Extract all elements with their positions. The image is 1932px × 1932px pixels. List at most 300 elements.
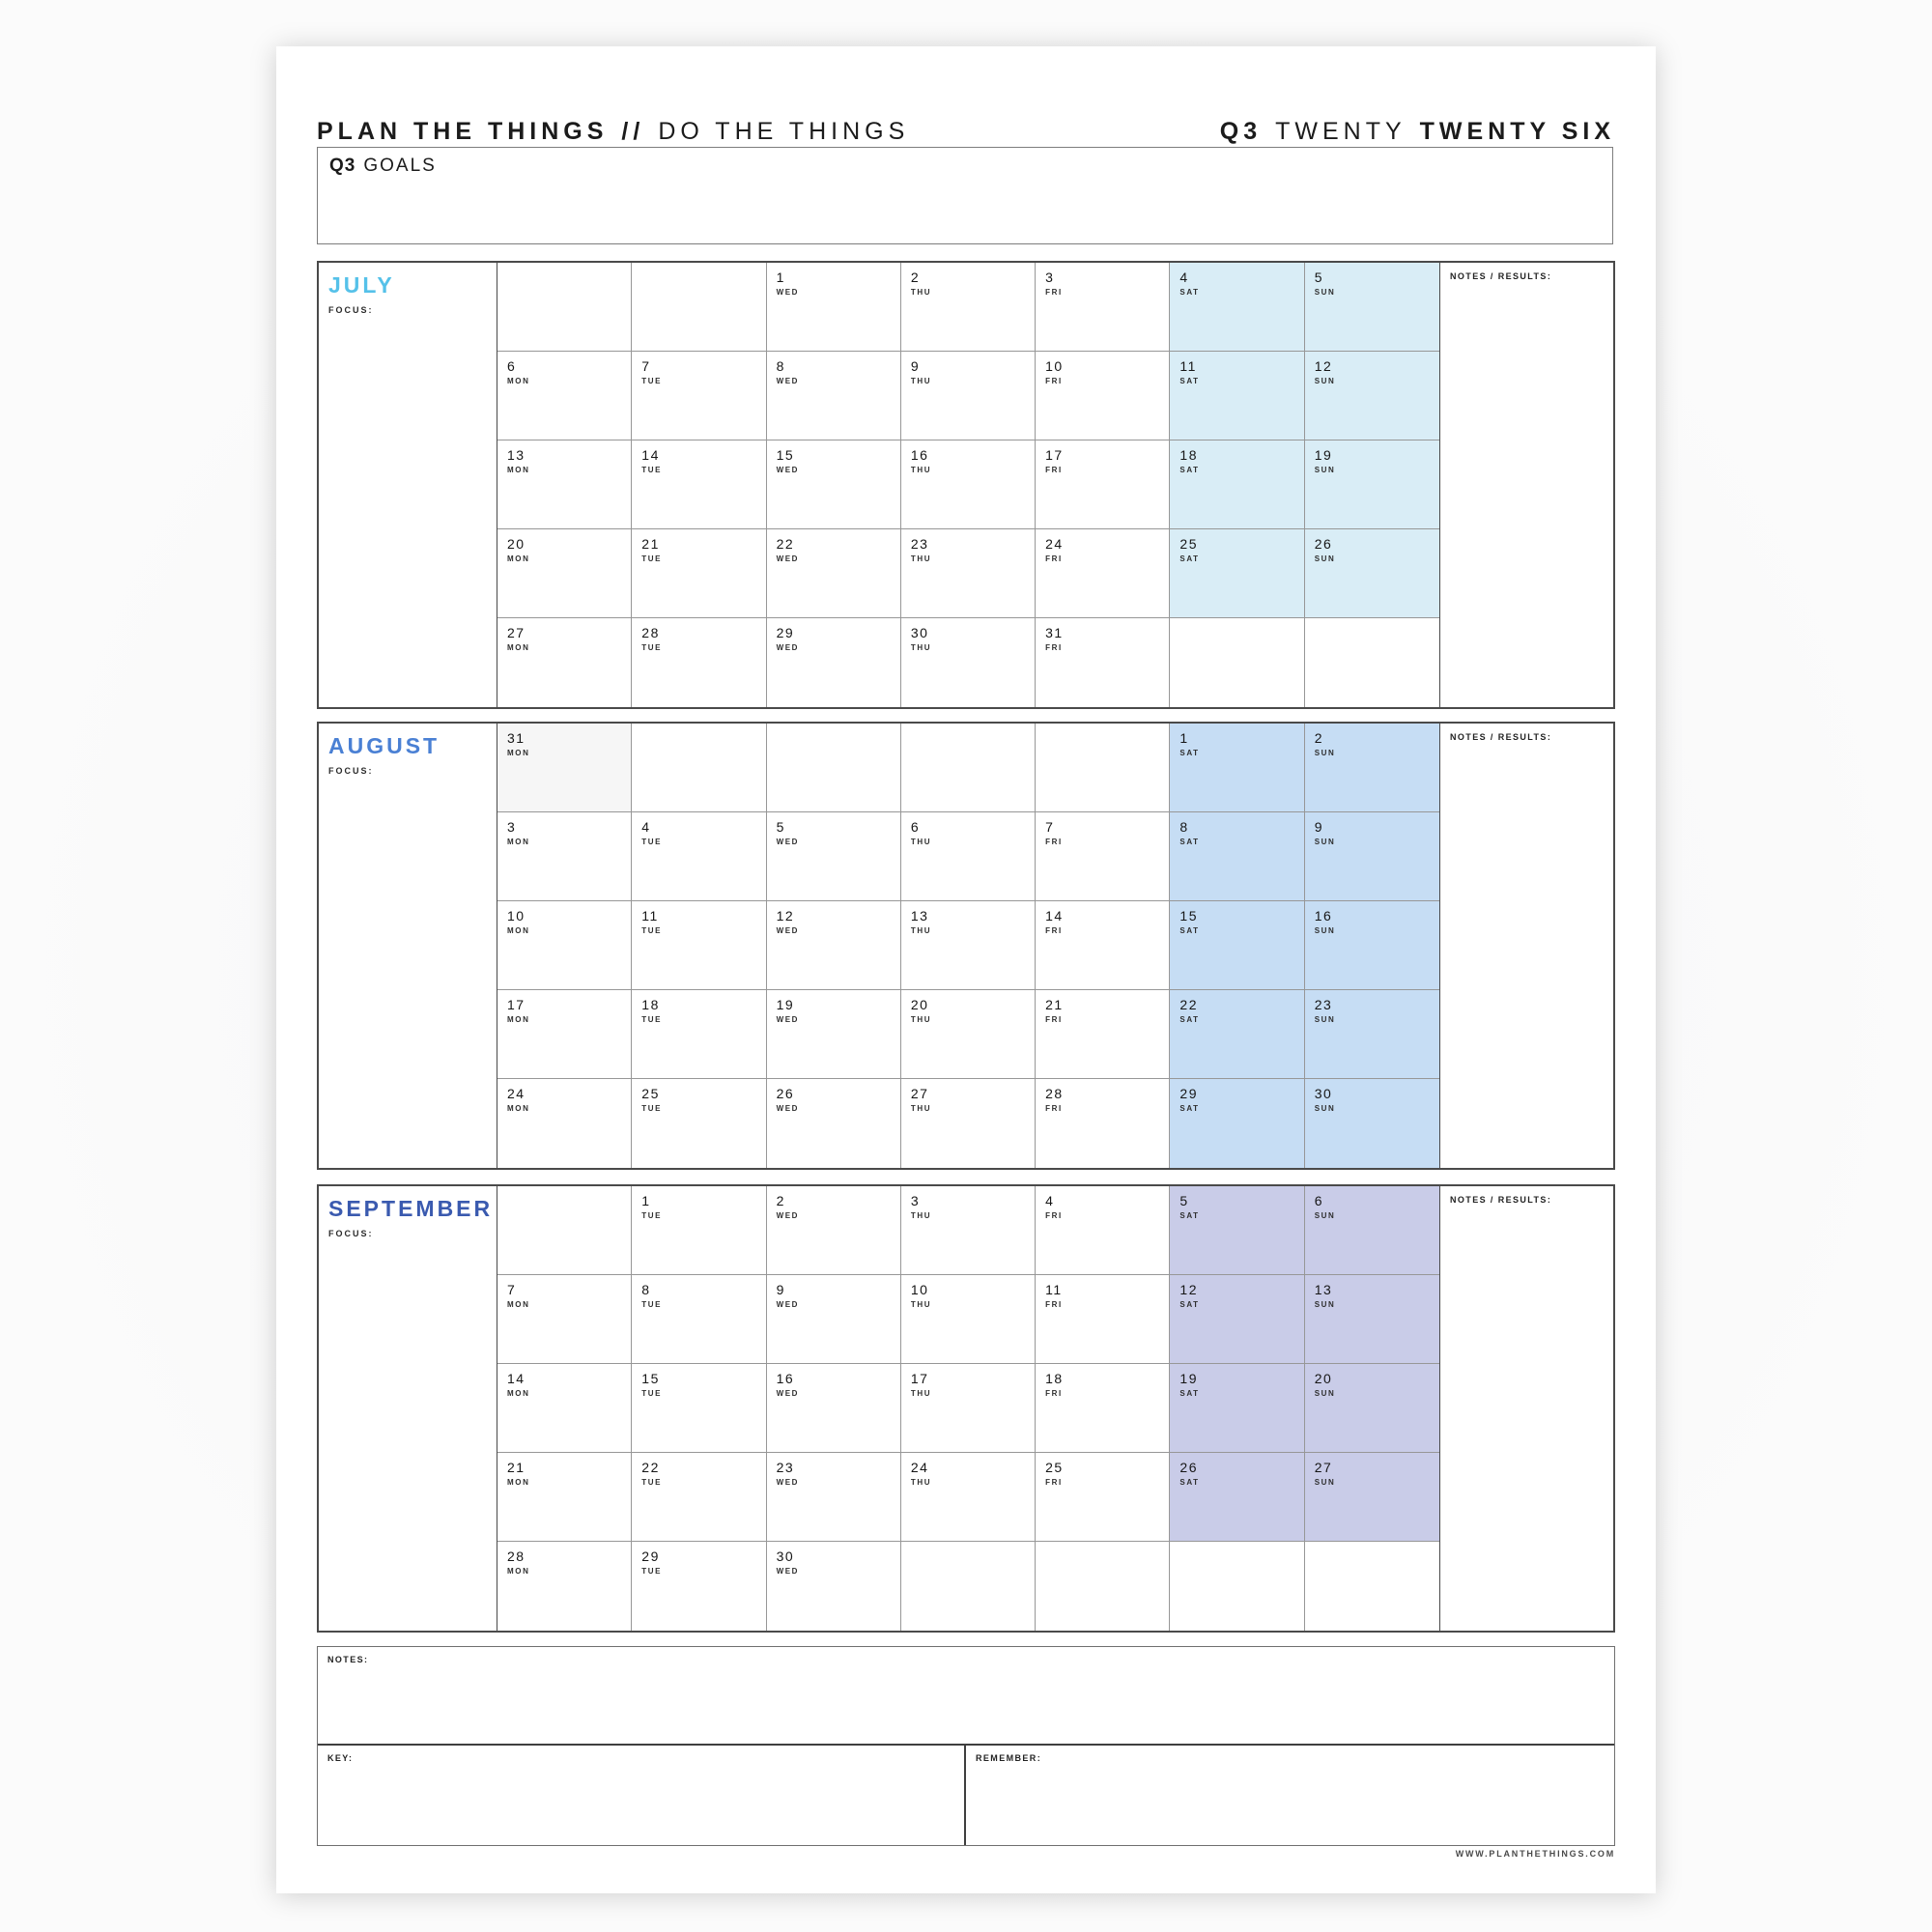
day-abbr: WED xyxy=(776,1478,800,1487)
day-cell xyxy=(497,352,632,440)
day-cell xyxy=(1170,812,1304,901)
month-focus-column xyxy=(319,263,497,707)
day-cell xyxy=(1036,1453,1170,1542)
day-number: 25 xyxy=(1179,536,1198,552)
day-cell xyxy=(767,1453,901,1542)
day-number: 17 xyxy=(1045,447,1064,463)
day-cell xyxy=(767,529,901,618)
notes-results-label: NOTES / RESULTS: xyxy=(1450,271,1552,281)
day-number: 24 xyxy=(910,1460,929,1475)
q3-goals-label-light: GOALS xyxy=(363,156,437,176)
day-abbr: THU xyxy=(910,288,932,297)
day-cell xyxy=(632,529,766,618)
day-number: 13 xyxy=(910,908,929,923)
day-number: 8 xyxy=(776,358,785,374)
day-abbr: SUN xyxy=(1314,377,1336,385)
day-abbr: THU xyxy=(910,926,932,935)
day-cell xyxy=(1036,1186,1170,1275)
day-cell xyxy=(632,1364,766,1453)
quarter-label: Q3 xyxy=(1219,118,1263,145)
day-abbr: FRI xyxy=(1045,554,1063,563)
day-cell xyxy=(901,263,1036,352)
day-cell xyxy=(632,618,766,707)
key-remember-row xyxy=(318,1746,1614,1845)
day-number: 7 xyxy=(641,358,651,374)
day-number: 30 xyxy=(1314,1086,1333,1101)
day-cell xyxy=(1305,352,1439,440)
day-abbr: SAT xyxy=(1179,288,1200,297)
day-abbr: SUN xyxy=(1314,1104,1336,1113)
month-title: JULY xyxy=(328,272,395,298)
day-cell xyxy=(1170,263,1304,352)
day-abbr: THU xyxy=(910,377,932,385)
day-number: 2 xyxy=(1314,730,1323,746)
day-abbr: MON xyxy=(507,377,530,385)
day-number: 22 xyxy=(776,536,795,552)
day-cell xyxy=(1036,724,1170,812)
day-abbr: MON xyxy=(507,926,530,935)
day-number: 28 xyxy=(641,625,660,640)
day-cell xyxy=(1036,1542,1170,1631)
day-abbr: THU xyxy=(910,554,932,563)
month-title: SEPTEMBER xyxy=(328,1196,494,1221)
day-abbr: TUE xyxy=(641,377,663,385)
day-number: 17 xyxy=(507,997,526,1012)
day-abbr: WED xyxy=(776,643,800,652)
day-number: 11 xyxy=(641,908,659,923)
day-abbr: MON xyxy=(507,554,530,563)
day-cell xyxy=(1305,440,1439,529)
day-cell xyxy=(1305,1542,1439,1631)
day-number: 5 xyxy=(1314,270,1323,285)
day-cell xyxy=(901,1364,1036,1453)
day-number: 21 xyxy=(641,536,660,552)
day-number: 16 xyxy=(776,1371,795,1386)
day-cell xyxy=(1170,1453,1304,1542)
day-cell xyxy=(767,1186,901,1275)
day-cell xyxy=(1036,1079,1170,1168)
day-cell xyxy=(497,1186,632,1275)
day-number: 25 xyxy=(641,1086,660,1101)
day-number: 26 xyxy=(1314,536,1333,552)
day-abbr: SUN xyxy=(1314,554,1336,563)
day-cell xyxy=(497,1542,632,1631)
day-number: 23 xyxy=(1314,997,1333,1012)
day-abbr: TUE xyxy=(641,1300,663,1309)
day-number: 29 xyxy=(641,1548,660,1564)
day-cell xyxy=(1170,1275,1304,1364)
brand-title xyxy=(317,118,923,146)
day-abbr: MON xyxy=(507,749,530,757)
q3-goals-box xyxy=(317,147,1613,244)
day-number: 11 xyxy=(1045,1282,1063,1297)
day-abbr: FRI xyxy=(1045,1300,1063,1309)
day-abbr: THU xyxy=(910,1389,932,1398)
day-number: 26 xyxy=(1179,1460,1198,1475)
day-abbr: TUE xyxy=(641,926,663,935)
day-abbr: SUN xyxy=(1314,1300,1336,1309)
day-cell xyxy=(1036,440,1170,529)
day-number: 18 xyxy=(641,997,660,1012)
day-abbr: SUN xyxy=(1314,466,1336,474)
day-abbr: TUE xyxy=(641,1015,663,1024)
day-number: 22 xyxy=(1179,997,1198,1012)
day-number: 4 xyxy=(641,819,651,835)
day-number: 8 xyxy=(1179,819,1189,835)
website-url: WWW.PLANTHETHINGS.COM xyxy=(1455,1849,1615,1859)
day-cell xyxy=(1305,1364,1439,1453)
day-cell xyxy=(1305,724,1439,812)
day-cell xyxy=(497,1453,632,1542)
day-number: 24 xyxy=(507,1086,526,1101)
day-cell xyxy=(1170,901,1304,990)
month-title: AUGUST xyxy=(328,733,440,758)
day-abbr: TUE xyxy=(641,1567,663,1576)
day-number: 20 xyxy=(910,997,929,1012)
day-cell xyxy=(1305,901,1439,990)
day-cell xyxy=(1305,812,1439,901)
day-cell xyxy=(901,1186,1036,1275)
day-number: 9 xyxy=(910,358,921,374)
day-cell xyxy=(497,440,632,529)
month-section-august xyxy=(317,722,1615,1170)
day-abbr: FRI xyxy=(1045,377,1063,385)
day-cell xyxy=(1170,990,1304,1079)
day-cell xyxy=(1305,990,1439,1079)
day-cell xyxy=(1305,1275,1439,1364)
day-abbr: FRI xyxy=(1045,288,1063,297)
day-abbr: THU xyxy=(910,1015,932,1024)
day-abbr: THU xyxy=(910,1211,932,1220)
day-abbr: WED xyxy=(776,1300,800,1309)
day-number: 10 xyxy=(910,1282,929,1297)
day-cell xyxy=(497,812,632,901)
day-abbr: SAT xyxy=(1179,1104,1200,1113)
day-number: 12 xyxy=(776,908,795,923)
day-abbr: WED xyxy=(776,926,800,935)
day-cell xyxy=(632,901,766,990)
day-cell xyxy=(1036,1364,1170,1453)
day-cell xyxy=(767,1079,901,1168)
day-cell xyxy=(632,990,766,1079)
day-abbr: THU xyxy=(910,466,932,474)
day-number: 29 xyxy=(1179,1086,1198,1101)
day-cell xyxy=(497,901,632,990)
day-cell xyxy=(1170,1364,1304,1453)
day-cell xyxy=(632,724,766,812)
day-number: 1 xyxy=(641,1193,651,1208)
day-abbr: SUN xyxy=(1314,838,1336,846)
notes-box xyxy=(318,1647,1614,1746)
day-number: 3 xyxy=(1045,270,1055,285)
day-cell xyxy=(1170,1186,1304,1275)
day-number: 20 xyxy=(507,536,526,552)
year-light-text: TWENTY xyxy=(1275,118,1406,145)
day-number: 6 xyxy=(1314,1193,1323,1208)
day-number: 18 xyxy=(1045,1371,1064,1386)
day-number: 13 xyxy=(507,447,526,463)
day-cell xyxy=(1305,529,1439,618)
day-number: 3 xyxy=(910,1193,921,1208)
day-number: 3 xyxy=(507,819,517,835)
brand-light-text: DO THE THINGS xyxy=(658,118,910,145)
day-abbr: WED xyxy=(776,838,800,846)
day-abbr: WED xyxy=(776,466,800,474)
day-cell xyxy=(767,812,901,901)
day-number: 13 xyxy=(1314,1282,1333,1297)
notes-results-column xyxy=(1439,263,1613,707)
day-number: 19 xyxy=(1179,1371,1198,1386)
day-number: 1 xyxy=(776,270,785,285)
day-grid xyxy=(497,724,1439,1168)
day-cell xyxy=(901,1542,1036,1631)
month-focus-column xyxy=(319,724,497,1168)
day-number: 11 xyxy=(1179,358,1197,374)
day-cell xyxy=(901,529,1036,618)
day-number: 20 xyxy=(1314,1371,1333,1386)
day-cell xyxy=(1305,263,1439,352)
day-abbr: MON xyxy=(507,466,530,474)
day-abbr: SUN xyxy=(1314,749,1336,757)
day-cell xyxy=(1170,1079,1304,1168)
day-number: 27 xyxy=(910,1086,929,1101)
day-number: 8 xyxy=(641,1282,651,1297)
day-cell xyxy=(767,352,901,440)
day-abbr: SUN xyxy=(1314,1478,1336,1487)
day-number: 5 xyxy=(776,819,785,835)
day-cell xyxy=(901,1079,1036,1168)
day-number: 27 xyxy=(1314,1460,1333,1475)
day-number: 28 xyxy=(507,1548,526,1564)
day-abbr: MON xyxy=(507,1478,530,1487)
day-number: 30 xyxy=(776,1548,795,1564)
day-number: 19 xyxy=(776,997,795,1012)
day-cell xyxy=(497,263,632,352)
day-abbr: THU xyxy=(910,1300,932,1309)
day-abbr: WED xyxy=(776,377,800,385)
day-number: 14 xyxy=(1045,908,1064,923)
day-abbr: TUE xyxy=(641,1104,663,1113)
day-abbr: SAT xyxy=(1179,1015,1200,1024)
focus-label: FOCUS: xyxy=(328,1229,374,1238)
day-abbr: SUN xyxy=(1314,926,1336,935)
day-number: 6 xyxy=(507,358,517,374)
day-number: 16 xyxy=(910,447,929,463)
day-cell xyxy=(632,1275,766,1364)
quarter-title xyxy=(1207,118,1615,146)
day-abbr: FRI xyxy=(1045,926,1063,935)
remember-box xyxy=(966,1746,1614,1845)
day-number: 19 xyxy=(1314,447,1333,463)
day-abbr: WED xyxy=(776,288,800,297)
day-number: 25 xyxy=(1045,1460,1064,1475)
day-cell xyxy=(497,1275,632,1364)
day-cell xyxy=(1170,724,1304,812)
day-number: 30 xyxy=(910,625,929,640)
day-number: 14 xyxy=(507,1371,526,1386)
day-abbr: WED xyxy=(776,1015,800,1024)
day-cell xyxy=(901,1275,1036,1364)
day-abbr: FRI xyxy=(1045,1389,1063,1398)
day-abbr: TUE xyxy=(641,1389,663,1398)
day-abbr: SAT xyxy=(1179,749,1200,757)
day-abbr: FRI xyxy=(1045,1015,1063,1024)
day-cell xyxy=(632,352,766,440)
day-abbr: TUE xyxy=(641,643,663,652)
day-cell xyxy=(1170,440,1304,529)
day-number: 7 xyxy=(507,1282,517,1297)
day-cell xyxy=(497,1364,632,1453)
day-number: 1 xyxy=(1179,730,1189,746)
notes-results-label: NOTES / RESULTS: xyxy=(1450,1195,1552,1205)
day-abbr: WED xyxy=(776,1104,800,1113)
year-bold-text: TWENTY SIX xyxy=(1419,118,1615,145)
day-abbr: THU xyxy=(910,1478,932,1487)
header xyxy=(317,118,1615,146)
day-number: 17 xyxy=(910,1371,929,1386)
day-number: 10 xyxy=(1045,358,1064,374)
day-number: 15 xyxy=(1179,908,1198,923)
day-number: 10 xyxy=(507,908,526,923)
day-cell xyxy=(1036,618,1170,707)
key-label: KEY: xyxy=(327,1753,354,1763)
day-number: 27 xyxy=(507,625,526,640)
notes-results-label: NOTES / RESULTS: xyxy=(1450,732,1552,742)
day-abbr: FRI xyxy=(1045,838,1063,846)
day-abbr: SAT xyxy=(1179,838,1200,846)
day-number: 29 xyxy=(776,625,795,640)
day-cell xyxy=(1305,1079,1439,1168)
day-abbr: FRI xyxy=(1045,1104,1063,1113)
day-number: 4 xyxy=(1179,270,1189,285)
day-number: 6 xyxy=(910,819,921,835)
day-cell xyxy=(767,1275,901,1364)
day-abbr: FRI xyxy=(1045,1478,1063,1487)
day-number: 5 xyxy=(1179,1193,1189,1208)
day-number: 24 xyxy=(1045,536,1064,552)
day-abbr: WED xyxy=(776,1389,800,1398)
notes-label: NOTES: xyxy=(327,1655,369,1664)
day-abbr: WED xyxy=(776,554,800,563)
day-cell xyxy=(632,812,766,901)
day-abbr: SUN xyxy=(1314,1015,1336,1024)
day-number: 28 xyxy=(1045,1086,1064,1101)
day-number: 4 xyxy=(1045,1193,1055,1208)
day-cell xyxy=(1170,352,1304,440)
day-cell xyxy=(1036,990,1170,1079)
day-cell xyxy=(767,901,901,990)
day-number: 23 xyxy=(910,536,929,552)
brand-separator: // xyxy=(621,118,645,145)
day-number: 2 xyxy=(776,1193,785,1208)
day-number: 26 xyxy=(776,1086,795,1101)
day-cell xyxy=(767,990,901,1079)
day-abbr: SAT xyxy=(1179,377,1200,385)
notes-results-column xyxy=(1439,724,1613,1168)
day-cell xyxy=(632,1186,766,1275)
day-number: 21 xyxy=(1045,997,1064,1012)
day-abbr: TUE xyxy=(641,1211,663,1220)
day-number: 22 xyxy=(641,1460,660,1475)
focus-label: FOCUS: xyxy=(328,305,374,315)
day-number: 15 xyxy=(641,1371,660,1386)
day-abbr: MON xyxy=(507,1104,530,1113)
day-cell xyxy=(1036,901,1170,990)
day-abbr: SAT xyxy=(1179,1389,1200,1398)
day-number: 12 xyxy=(1179,1282,1198,1297)
day-number: 31 xyxy=(507,730,526,746)
day-cell xyxy=(901,1453,1036,1542)
day-abbr: FRI xyxy=(1045,466,1063,474)
day-cell xyxy=(632,1542,766,1631)
day-number: 9 xyxy=(1314,819,1323,835)
day-abbr: MON xyxy=(507,838,530,846)
day-abbr: THU xyxy=(910,1104,932,1113)
day-cell xyxy=(497,990,632,1079)
day-number: 31 xyxy=(1045,625,1064,640)
day-cell xyxy=(632,263,766,352)
day-cell xyxy=(1305,618,1439,707)
day-cell xyxy=(497,1079,632,1168)
day-abbr: SAT xyxy=(1179,1478,1200,1487)
bottom-boxes xyxy=(317,1646,1615,1846)
day-cell xyxy=(767,1542,901,1631)
day-cell xyxy=(901,990,1036,1079)
remember-label: REMEMBER: xyxy=(976,1753,1042,1763)
day-cell xyxy=(497,529,632,618)
day-abbr: MON xyxy=(507,643,530,652)
day-abbr: SUN xyxy=(1314,1389,1336,1398)
day-abbr: MON xyxy=(507,1567,530,1576)
day-cell xyxy=(1036,352,1170,440)
day-grid xyxy=(497,263,1439,707)
day-abbr: WED xyxy=(776,1211,800,1220)
day-number: 9 xyxy=(776,1282,785,1297)
q3-goals-label-bold: Q3 xyxy=(329,156,356,176)
day-abbr: FRI xyxy=(1045,1211,1063,1220)
focus-label: FOCUS: xyxy=(328,766,374,776)
day-abbr: THU xyxy=(910,838,932,846)
day-number: 18 xyxy=(1179,447,1198,463)
day-abbr: SAT xyxy=(1179,1300,1200,1309)
day-number: 14 xyxy=(641,447,660,463)
month-section-september xyxy=(317,1184,1615,1633)
day-cell xyxy=(767,1364,901,1453)
day-cell xyxy=(632,440,766,529)
day-cell xyxy=(1036,1275,1170,1364)
day-cell xyxy=(1170,529,1304,618)
day-abbr: TUE xyxy=(641,554,663,563)
day-abbr: MON xyxy=(507,1389,530,1398)
day-abbr: SUN xyxy=(1314,288,1336,297)
day-cell xyxy=(1036,529,1170,618)
day-abbr: TUE xyxy=(641,838,663,846)
month-focus-column xyxy=(319,1186,497,1631)
day-cell xyxy=(1170,1542,1304,1631)
day-cell xyxy=(1036,812,1170,901)
notes-results-column xyxy=(1439,1186,1613,1631)
day-cell xyxy=(1305,1453,1439,1542)
day-cell xyxy=(1305,1186,1439,1275)
day-abbr: WED xyxy=(776,1567,800,1576)
day-cell xyxy=(901,618,1036,707)
day-cell xyxy=(901,901,1036,990)
day-cell xyxy=(901,724,1036,812)
day-number: 15 xyxy=(776,447,795,463)
day-number: 12 xyxy=(1314,358,1333,374)
day-cell xyxy=(632,1453,766,1542)
day-number: 7 xyxy=(1045,819,1055,835)
